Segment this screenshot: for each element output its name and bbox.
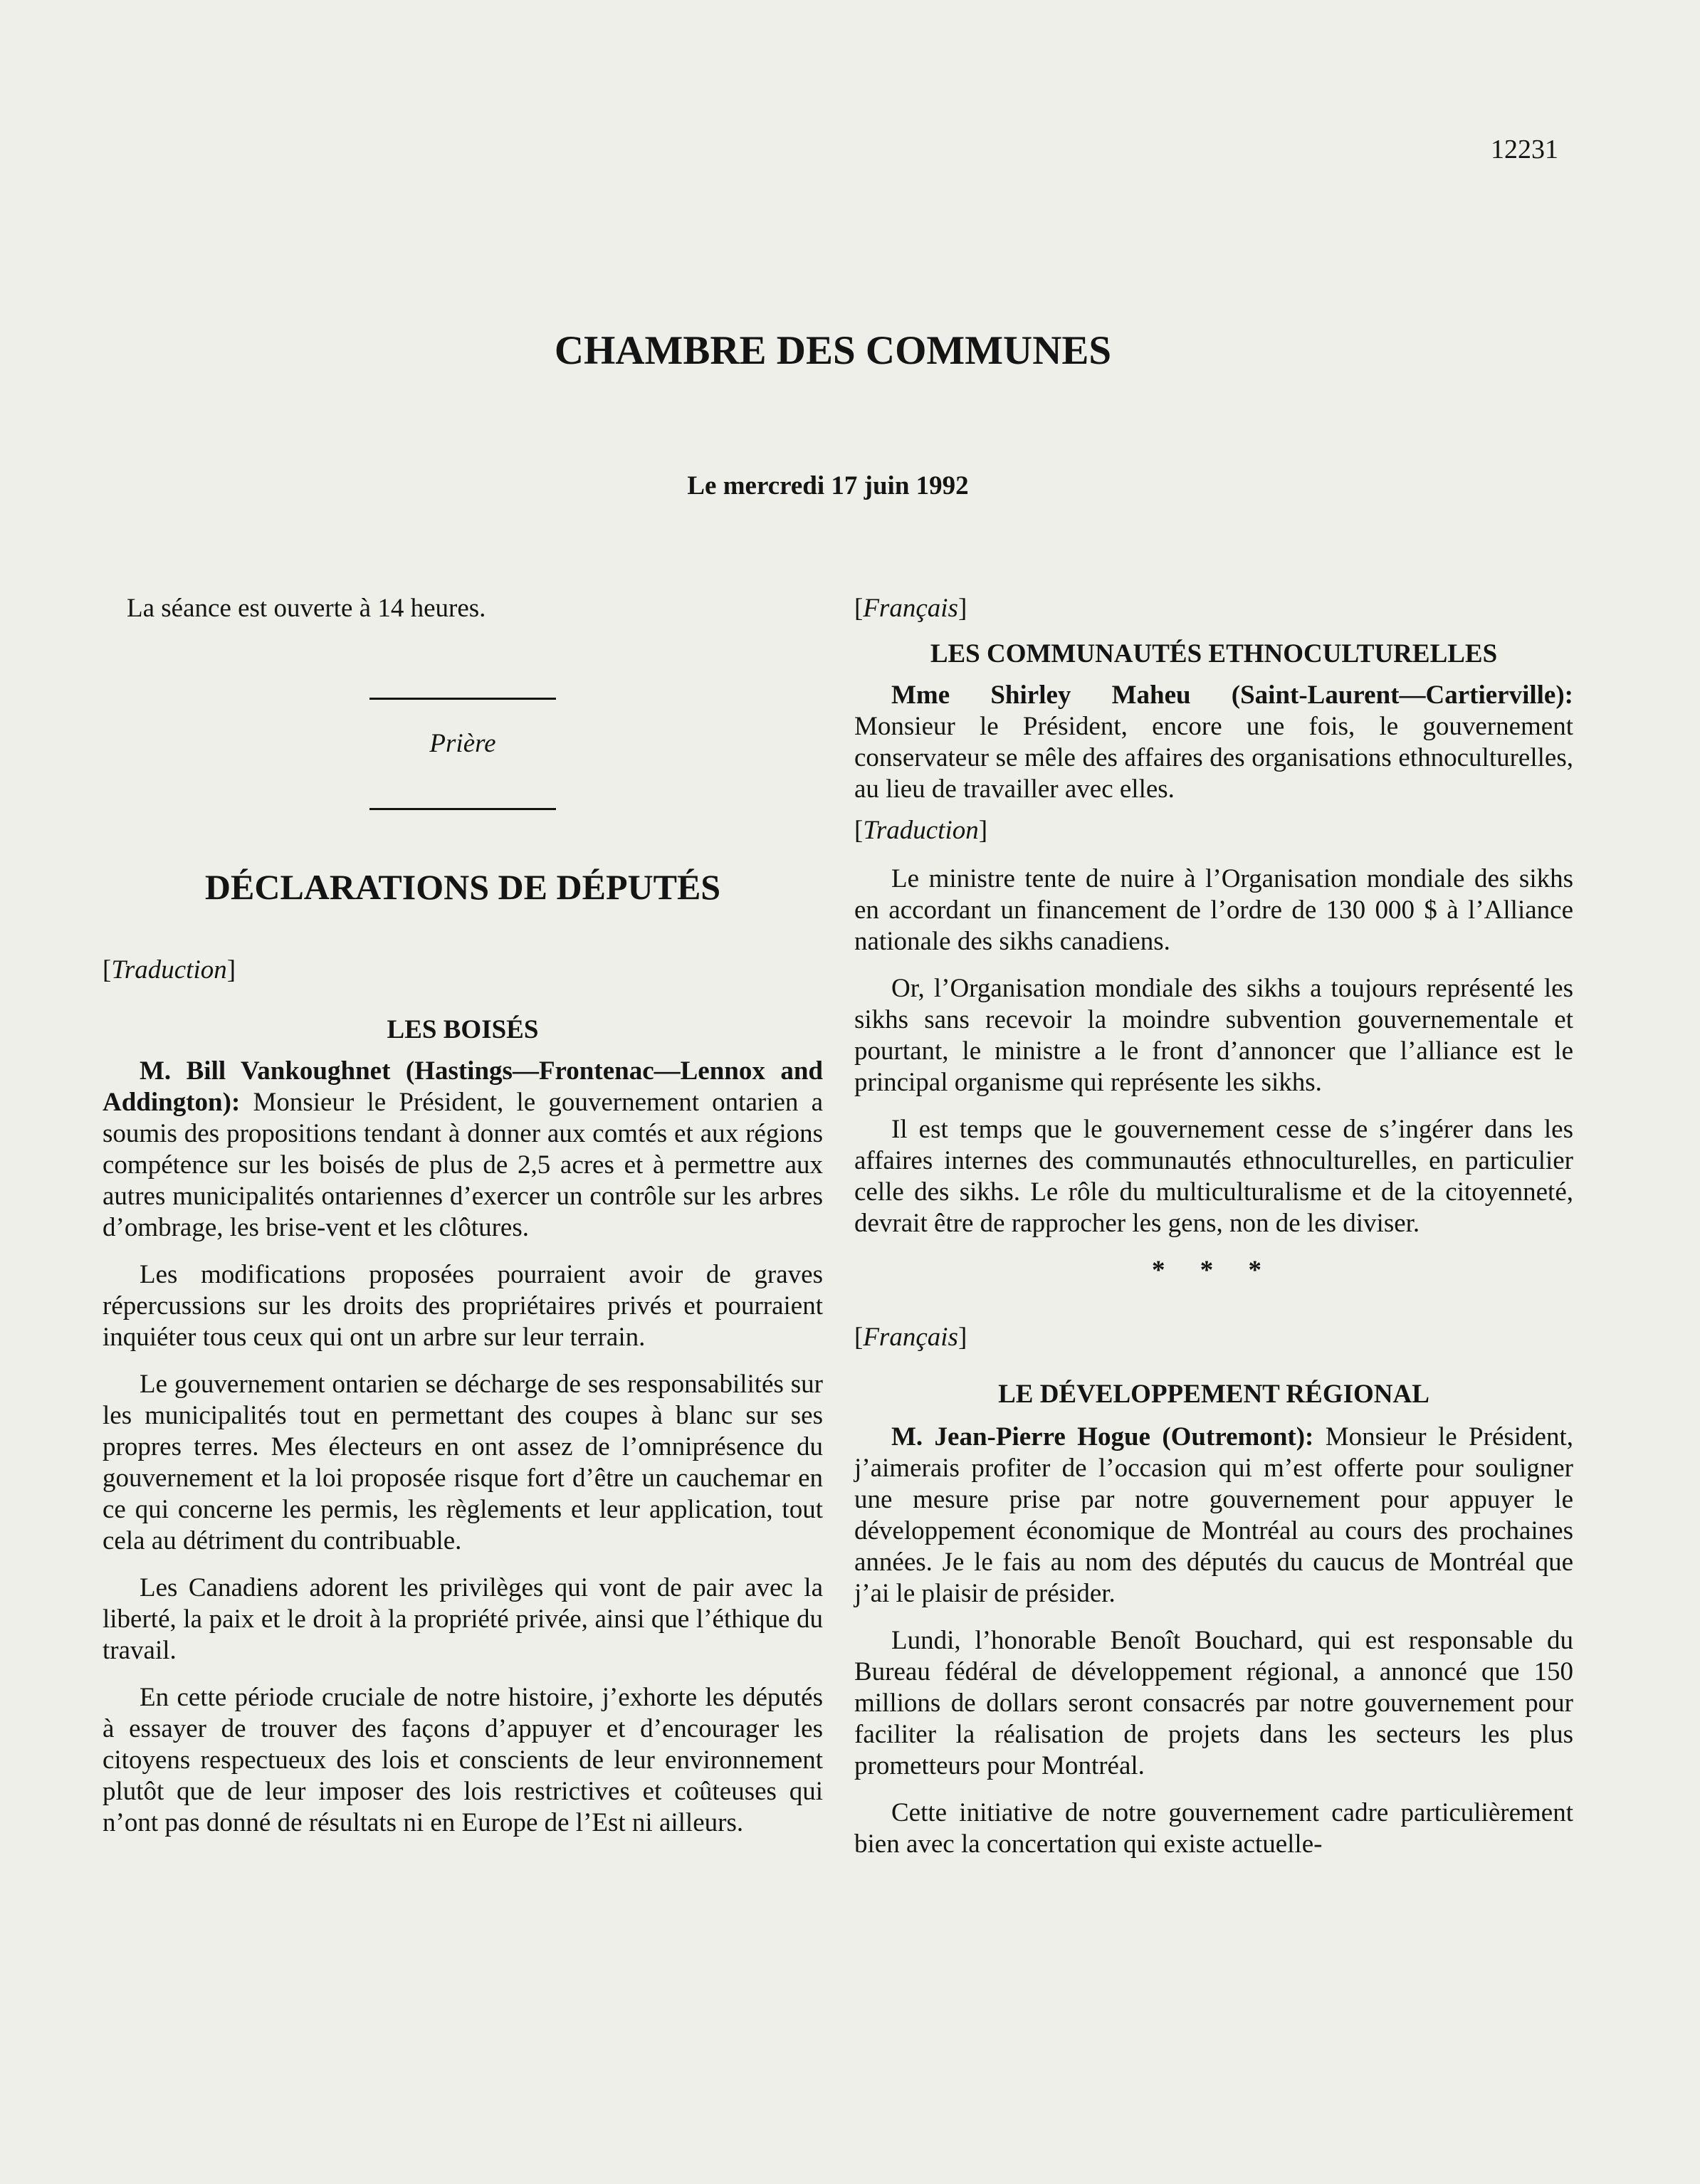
speaker-name: Mme Shirley Maheu (Saint-Laurent—Cartierville): (891, 681, 1573, 710)
language-tag-text: Français (863, 1323, 958, 1352)
page-number: 12231 (1491, 135, 1558, 164)
speech-paragraph (103, 1056, 823, 1244)
speech-paragraph: Il est temps que le gouvernement cesse de s’ingérer dans les affaires internes des communautés ethnoculturelles, en particulier celle des sikhs. Le rôle du multiculturalisme et de la citoyenneté, devrait être de rapprocher les gens, non de les diviser. (854, 1115, 1573, 1238)
sitting-date: Le mercredi 17 juin 1992 (687, 471, 969, 500)
speech-paragraph: En cette période cruciale de notre histoire, j’exhorte les députés à essayer de trouver des façons d’appuyer et d’encourager les citoyens respectueux des lois et conscients de leur environnement plutôt que de leur imposer des lois restrictives et coûteuses qui n’ont pas donné de résultats ni en Europe de l’Est ni ailleurs. (103, 1683, 823, 1837)
topic-heading: LES COMMUNAUTÉS ETHNOCULTURELLES (930, 639, 1498, 668)
speech-paragraph: Cette initiative de notre gouvernement cadre particulièrement bien avec la concertation qui existe actuelle- (854, 1798, 1573, 1859)
topic-heading: LE DÉVELOPPEMENT RÉGIONAL (998, 1380, 1429, 1409)
speech-text: Monsieur le Président, j’aimerais profiter de l’occasion qui m’est offerte pour souligner une mesure prise par notre gouvernement pour appuyer le développement économique de Montréal au cours des prochaines années. Je le fais au nom des députés du caucus de Montréal que j’ai le plaisir de présider. (854, 1422, 1574, 1608)
section-title: DÉCLARATIONS DE DÉPUTÉS (204, 867, 721, 907)
section-separator: * * * (1152, 1256, 1276, 1285)
prayer-label: Prière (429, 729, 496, 758)
speech-paragraph: Le ministre tente de nuire à l’Organisation mondiale des sikhs en accordant un financement de l’ordre de 130 000 $ à l’Alliance nationale des sikhs canadiens. (854, 864, 1573, 956)
language-tag: [Traduction] (854, 816, 988, 845)
language-tag-text: Français (863, 594, 958, 623)
language-tag: [Français] (854, 1323, 967, 1352)
language-tag: [Français] (854, 594, 967, 623)
speech-text: Monsieur le Président, le gouvernement ontarien a soumis des propositions tendant à donner aux comtés et aux régions compétence sur les boisés de plus de 2,5 acres et à permettre aux autres municipalités ontariennes d’exercer un contrôle sur les arbres d’ombrage, les brise-vent et les clôtures. (103, 1088, 824, 1242)
speech-paragraph: Les modifications proposées pourraient avoir de graves répercussions sur les droits des propriétaires privés et pourraient inquiéter tous ceux qui ont un arbre sur leur terrain. (103, 1260, 823, 1352)
page-title: CHAMBRE DES COMMUNES (554, 328, 1112, 373)
speech-paragraph: Le gouvernement ontarien se décharge de ses responsabilités sur les municipalités tout en permettant des coupes à blanc sur ses propres terres. Mes électeurs en ont assez de l’omniprésence du gouvernement et la loi proposée risque fort d’être un cauchemar en ce qui concerne les permis, les règlements et leur application, tout cela au détriment du contribuable. (103, 1370, 823, 1555)
divider-rule (369, 698, 556, 700)
left-column (103, 593, 823, 1839)
divider-rule (369, 808, 556, 810)
speech-paragraph (854, 680, 1573, 805)
speech-paragraph (854, 1422, 1573, 1610)
speaker-name: M. Bill Vankoughnet (Hastings—Frontenac—Lennox and Addington): (103, 1056, 823, 1117)
right-column (854, 593, 1573, 1860)
topic-heading: LES BOISÉS (387, 1015, 539, 1044)
speech-text: Monsieur le Président, encore une fois, le gouvernement conservateur se mêle des affaires des organisations ethnoculturelles, au lieu de travailler avec elles. (854, 712, 1573, 804)
sitting-opening: La séance est ouverte à 14 heures. (127, 594, 486, 623)
speaker-name: M. Jean-Pierre Hogue (Outremont): (891, 1422, 1314, 1451)
speech-paragraph: Les Canadiens adorent les privilèges qui vont de pair avec la liberté, la paix et le droit à la propriété privée, ainsi que l’éthique du travail. (103, 1573, 823, 1665)
language-tag-text: Traduction (863, 816, 979, 845)
language-tag-text: Traduction (111, 955, 227, 985)
speech-paragraph: Lundi, l’honorable Benoît Bouchard, qui est responsable du Bureau fédéral de développement régional, a annoncé que 150 millions de dollars seront consacrés par notre gouvernement pour faciliter la réalisation de projets dans les secteurs les plus prometteurs pour Montréal. (854, 1626, 1573, 1780)
speech-paragraph: Or, l’Organisation mondiale des sikhs a toujours représenté les sikhs sans recevoir la moindre subvention gouvernementale et pourtant, le ministre a le front d’annoncer que l’alliance est le principal organisme qui représente les sikhs. (854, 974, 1573, 1097)
language-tag: [Traduction] (103, 955, 236, 985)
